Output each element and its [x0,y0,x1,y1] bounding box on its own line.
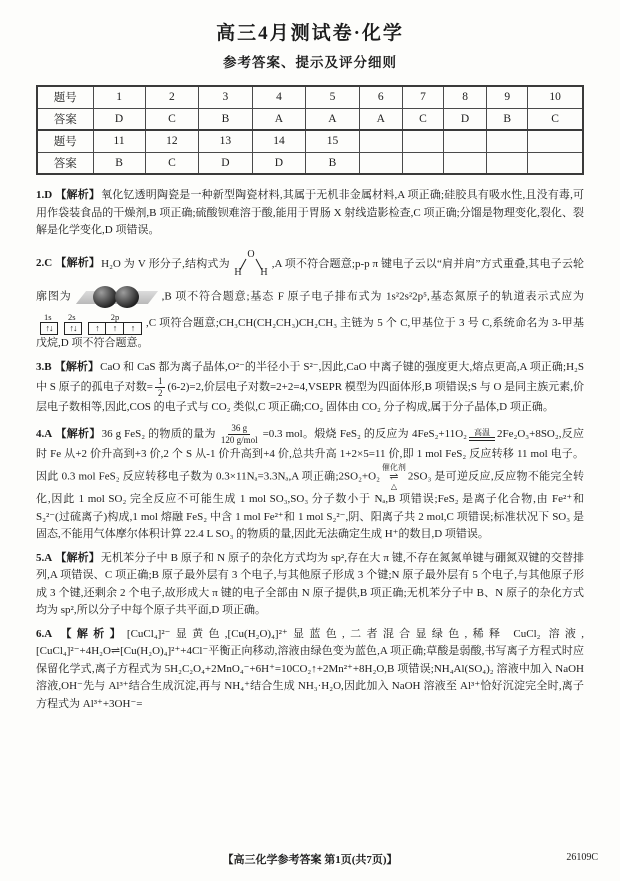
row-header: 题号 [37,130,93,152]
answer-cell: B [199,108,253,130]
answer-cell: B [487,108,528,130]
explanation-number: 4.A [36,427,53,440]
analysis-label: 【解析】 [55,189,101,201]
question-number-cell: 2 [145,86,199,108]
explanation-text: 氧化钇透明陶瓷是一种新型陶瓷材料,其属于无机非金属材料,A 项正确;硅胶具有吸水性,且没有毒,可用作袋装食品的干燥剂,B 项正确;硫酸钡难溶于酸,能用于胃肠 X 射线造影检查,C 项正确;分馏是物理变化,裂化、裂解是化学变化,D 项错误。 [36,189,585,236]
analysis-label: 【解析】 [55,427,101,440]
explanation-number: 1.D [36,189,53,201]
question-number-cell: 15 [306,130,360,152]
empty-cell [443,152,486,174]
answer-cell: C [145,152,199,174]
reaction-condition-heat [469,428,495,441]
answer-cell: D [93,108,145,130]
condition-delta: △ [390,482,397,491]
cloud-lobe [93,286,117,308]
orbital-label-2p: 2p [110,312,120,322]
explanation-1 [36,187,584,240]
footer-title: 【高三化学参考答案 第1页(共7页)】 [222,854,398,866]
empty-cell [402,130,443,152]
fraction-numerator: 36 g [228,423,250,435]
equation-bar [469,437,495,441]
fraction [218,423,261,446]
question-number-cell: 14 [252,130,306,152]
explanation-text: 2Fe₂O₃+8SO₂,反应时 Fe 从+2 价升高到+3 价,2 个 S 从-1 价升高到+4 价,总共升高 1+2×5=11 价,即 1 mol FeS₂ 反应转移 11 mol 电子。因此 0.3 mol FeS₂ 反应转移电子数为 0.3×11Nₐ=3.3Nₐ,A 项正确;2SO₂+O₂ [36,427,585,483]
explanation-number: 2.C [36,257,53,270]
fraction-denominator: 120 g/mol [220,434,258,445]
question-number-cell: 11 [93,130,145,152]
empty-cell [359,130,402,152]
analysis-label: 【解析】 [54,360,100,373]
explanation-number: 6.A [36,627,53,640]
explanation-text: ,A 项不符合题意;p-p π 键电子云以“肩并肩”方式重叠,其电子云轮廓图为 [36,257,585,303]
explanation-text: 36 g FeS₂ 的物质的量为 [101,427,216,440]
oxygen-atom-label: O [247,248,255,260]
analysis-label: 【解析】 [55,551,100,564]
orbital-boxes [40,322,142,335]
explanation-text: CaO 和 CaS 都为离子晶体,O²⁻的半径小于 S²⁻,因此,CaO 中离子键的强度更大,熔点更高,A 项正确;H₂S 中 S 原子的孤电子对数= [36,360,584,394]
fraction-denominator: 2 [157,388,163,398]
question-number-cell: 7 [402,86,443,108]
orbital-label-2s: 2s [68,312,76,322]
explanation-text: [CuCl₄]²⁻显黄色,[Cu(H₂O)₄]²⁺显蓝色,二者混合显绿色,稀释 CuCl₂ 溶液,[CuCl₄]²⁻+4H₂O⇌[Cu(H₂O)₄]²⁺+4Cl⁻平衡正向移动,溶液由绿色变为蓝色,A 项正确;草酸是弱酸,书写离子方程式时应保留化学式,离子方程式为 5H₂C₂O₄+2MnO₄⁻+6H⁺=10CO₂↑+2Mn²⁺+8H₂O,B 项错误;NH₄Al(SO₄)₂ 溶液中加入 NaOH 溶液,OH⁻先与 Al³⁺结合生成沉淀,再与 NH₄⁺结合生成 NH₃·H₂O,因此加入 NaOH 溶液至 Al³⁺恰好沉淀完全时,离子方程式为 Al³⁺+3OH⁻= [36,627,584,710]
cloud-lobe [115,286,139,308]
reaction-condition-catalyst [382,463,406,491]
table-row [37,130,583,152]
empty-cell [359,152,402,174]
explanation-text: H₂O 为 V 形分子,结构式为 [101,257,230,270]
empty-cell [402,152,443,174]
empty-cell [443,130,486,152]
empty-cell [487,130,528,152]
answer-cell: D [199,152,253,174]
page-title: 高三4月测试卷·化学 [216,23,404,44]
page-footer [0,851,620,867]
answer-cell: D [252,152,306,174]
orbital-box: ↑ [124,322,142,335]
table-row [37,108,583,130]
fraction-numerator: 1 [155,376,166,388]
question-number-cell: 9 [487,86,528,108]
orbital-box-group [88,322,142,335]
answer-cell: A [252,108,306,130]
explanation-text: ,B 项不符合题意;基态 F 原子电子排布式为 1s²2s²2p⁵,基态氮原子的轨道表示式应为 [161,290,584,303]
empty-cell [487,152,528,174]
explanation-5 [36,550,584,620]
orbital-label-1s: 1s [44,312,52,322]
row-header: 答案 [37,108,93,130]
table-row [37,86,583,108]
row-header: 答案 [37,152,93,174]
condition-text: 催化剂 [381,463,406,472]
orbital-box: ↑↓ [64,322,82,335]
answer-cell: C [528,108,583,130]
orbital-box: ↑ [88,322,106,335]
orbital-diagram [40,312,142,335]
answer-cell: C [402,108,443,130]
answer-cell: A [306,108,360,130]
explanation-text: 2SO₃ 是可逆反应,反应物不能完全转化,因此 1 mol SO₂ 完全反应不可能生成 1 mol SO₃,SO₃ 分子数小于 Nₐ,B 项错误;FeS₂ 是离子化合物,由 Fe²⁺和 S₂²⁻(过硫离子)构成,1 mol 熔融 FeS₂ 中含 1 mol Fe²⁺和 1 mol S₂²⁻,阴、阳离子共 2 mol,C 项错误;标准状况下 SO₃ 是固态,不能用气体摩尔体积计算 22.4 L SO₃ 的物质的量,因此无法确定生成 H⁺的数目,D 项错误。 [36,470,584,540]
question-number-cell: 12 [145,130,199,152]
orbital-labels [40,312,142,322]
answer-cell: B [306,152,360,174]
question-number-cell: 1 [93,86,145,108]
question-number-cell: 13 [199,130,253,152]
explanation-text: (6-2)=2,价层电子对数=2+2=4,VSEPR 模型为四面体形,B 项错误;S 与 O 是同主族元素,价层电子数相等,因此,COS 的电子式与 CO₂ 类似,C 项正确;CO₂ 固体由 CO₂ 分子构成,属于分子晶体,D 项正确。 [36,381,584,413]
explanation-text: 无机苯分子中 B 原子和 N 原子的杂化方式均为 sp²,存在大 π 键,不存在氮氮单键与硼氮双键的交替排列,A 项错误、C 项正确;B 原子最外层有 3 个电子,与其他原子形成 3 个键;N 原子最外层有 5 个电子,与其他原子形成 3 个键,还剩余 2 个电子,故形成大 π 键的电子全部由 N 原子提供,B 项正确;无机苯分子中 B、N 原子的杂化方式均为 sp²,所以分子中每个原子共平面,D 项正确。 [36,551,584,616]
table-row [37,152,583,174]
explanation-text: ,C 项符合题意;CH₃CH(CH₂CH₃)CH₂CH₃ 主链为 5 个 C,甲基位于 3 号 C,系统命名为 3-甲基戊烷,D 项不符合题意。 [36,317,584,349]
hydrogen-atom-label: H [234,266,242,276]
question-number-cell: 4 [252,86,306,108]
hydrogen-atom-label: H [260,266,268,276]
answer-cell: C [145,108,199,130]
page-subtitle: 参考答案、提示及评分细则 [223,55,397,70]
question-number-cell: 8 [443,86,486,108]
question-number-cell: 5 [306,86,360,108]
question-number-cell: 3 [199,86,253,108]
explanation-number: 5.A [36,551,53,564]
explanation-3 [36,359,584,417]
explanation-2 [36,246,584,353]
fraction [155,376,166,399]
answer-table [36,85,584,175]
explanation-number: 3.B [36,360,52,373]
empty-cell [528,152,583,174]
empty-cell [528,130,583,152]
orbital-box: ↑ [106,322,124,335]
question-number-cell: 6 [359,86,402,108]
answer-cell: D [443,108,486,130]
orbital-box: ↑↓ [40,322,58,335]
answer-cell: B [93,152,145,174]
water-structure-diagram [232,246,270,283]
explanation-4 [36,423,584,544]
analysis-label: 【解析】 [55,627,126,640]
explanation-6 [36,626,584,714]
equilibrium-arrow: ⇌ [389,471,399,483]
answer-cell: A [359,108,402,130]
analysis-label: 【解析】 [55,257,101,270]
page-code: 26109C [566,852,598,863]
condition-text: 高温 [474,427,490,437]
row-header: 题号 [37,86,93,108]
electron-cloud-diagram [75,282,159,312]
explanation-text: =0.3 mol。煅烧 FeS₂ 的反应为 4FeS₂+11O₂ [262,427,467,440]
question-number-cell: 10 [528,86,583,108]
